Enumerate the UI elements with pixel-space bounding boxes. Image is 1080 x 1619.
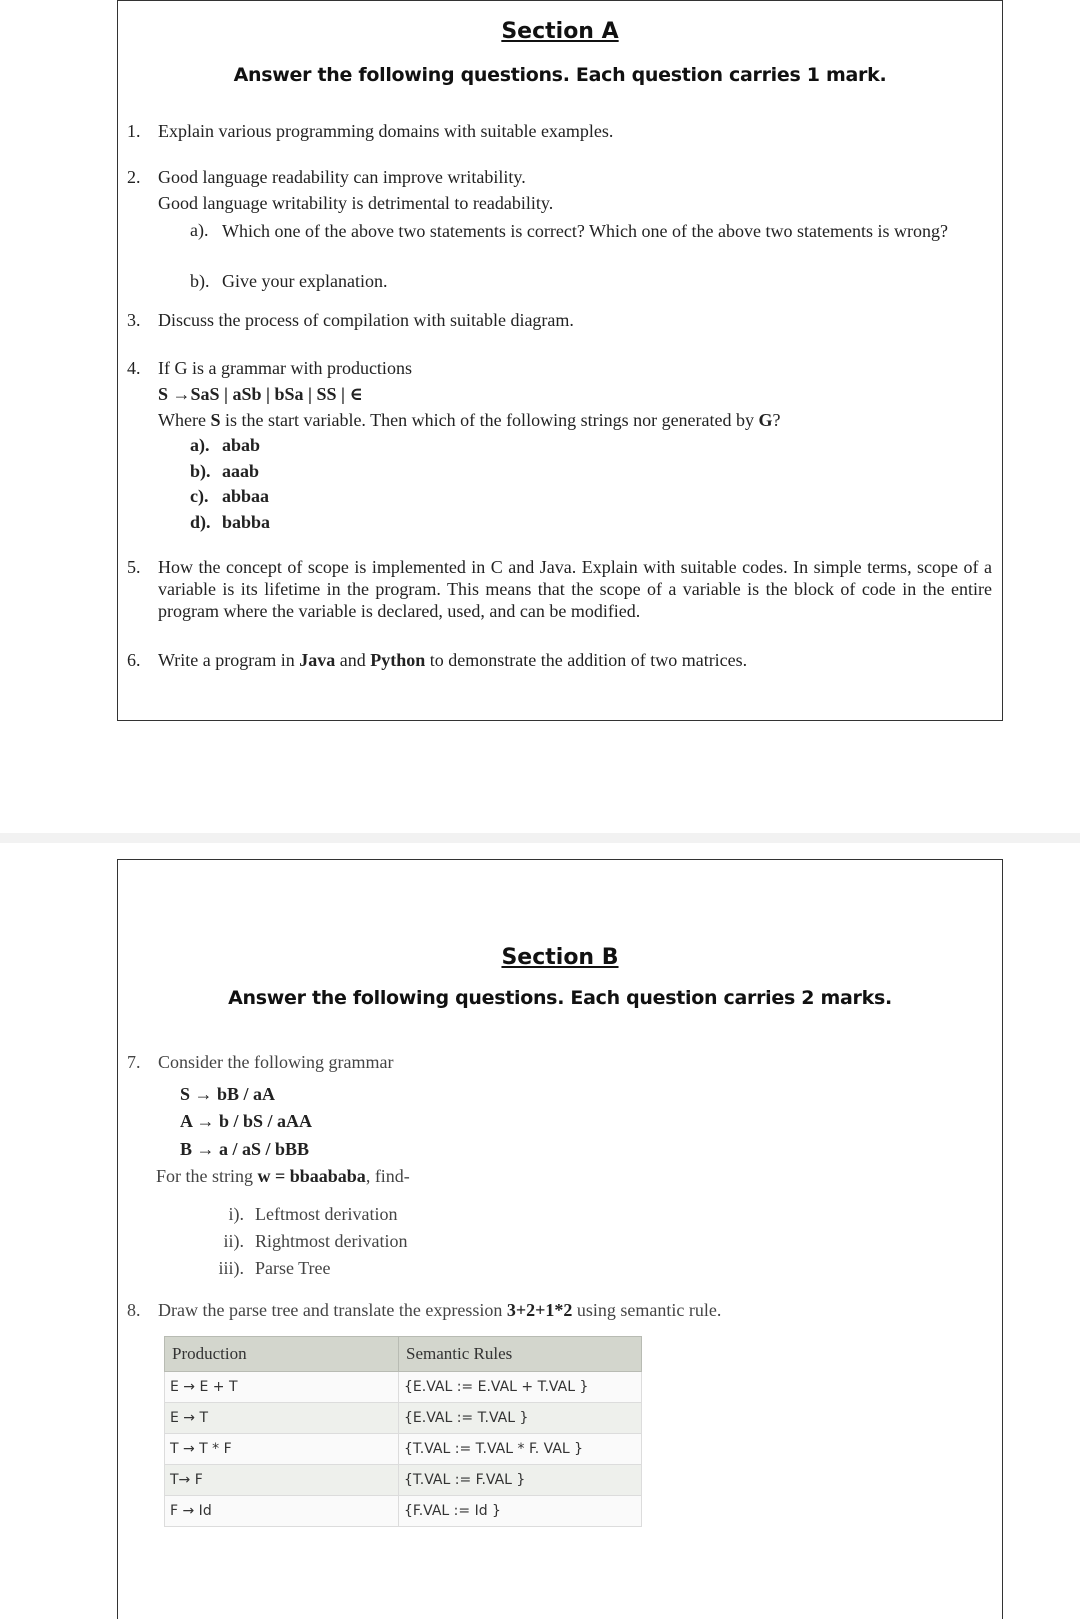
- q7-string-part2: , find-: [365, 1166, 410, 1186]
- q1-text: Explain various programming domains with suitable examples.: [158, 121, 614, 141]
- q4-grammar-name: G: [758, 410, 773, 430]
- section-b-title: Section B: [501, 945, 619, 970]
- q7-string-part1: For the string: [156, 1166, 258, 1186]
- table-row: [165, 1372, 642, 1403]
- q2-line1: Good language readability can improve writability.: [158, 167, 526, 187]
- q8-part1: Draw the parse tree and translate the expression: [158, 1300, 507, 1320]
- semantic-rules-table: [164, 1336, 642, 1527]
- production-cell: T→ F: [165, 1465, 399, 1496]
- q4-start-variable: S: [210, 410, 221, 430]
- table-row: [165, 1465, 642, 1496]
- q7-number: 7.: [127, 1052, 141, 1072]
- q7-rule: A → b / bS / aAA: [180, 1111, 313, 1131]
- q4-where-line: [158, 409, 781, 431]
- q2b-label: b).: [190, 271, 210, 291]
- q8-expression: 3+2+1*2: [506, 1300, 573, 1320]
- q8-part2: using semantic rule.: [572, 1300, 722, 1320]
- q4-where-part3: ?: [772, 410, 781, 430]
- q4-where-part2: is the start variable. Then which of the following strings nor generated by: [220, 410, 759, 430]
- table-row: [165, 1403, 642, 1434]
- production-cell: T → T * F: [165, 1434, 399, 1465]
- semantic-rule-cell: {E.VAL := T.VAL }: [399, 1403, 642, 1434]
- semantic-rule-cell: {F.VAL := Id }: [399, 1496, 642, 1527]
- production-cell: E → E + T: [165, 1372, 399, 1403]
- table-row: [165, 1496, 642, 1527]
- q1-number: 1.: [127, 121, 141, 141]
- section-a-instructions: Answer the following questions. Each question carries 1 mark.: [233, 64, 887, 86]
- q6-python: Python: [370, 650, 426, 670]
- q7-part-text: Parse Tree: [255, 1258, 331, 1278]
- q4-option-text: abab: [222, 435, 261, 455]
- q7-intro: Consider the following grammar: [158, 1052, 394, 1072]
- q8-number: 8.: [127, 1300, 141, 1320]
- q4-number: 4.: [127, 358, 141, 378]
- q4-option-text: aaab: [222, 461, 260, 481]
- q4-intro: If G is a grammar with productions: [158, 358, 412, 378]
- q7-rule: S → bB / aA: [180, 1084, 276, 1104]
- q4-option-text: babba: [222, 512, 271, 532]
- column-header-production: Production: [165, 1337, 399, 1372]
- q2a-text: Which one of the above two statements is correct? Which one of the above two statements is wrong?: [222, 221, 948, 241]
- exam-page-2: [117, 859, 1003, 1619]
- q5-number: 5.: [127, 557, 141, 577]
- q2-number: 2.: [127, 167, 141, 187]
- q7-rule: B → a / aS / bBB: [180, 1139, 310, 1159]
- q4-where-part1: Where: [158, 410, 211, 430]
- q6-part1: Write a program in: [158, 650, 300, 670]
- q6-java: Java: [299, 650, 336, 670]
- production-cell: E → T: [165, 1403, 399, 1434]
- q6-part2: and: [335, 650, 371, 670]
- section-b-instructions: Answer the following questions. Each question carries 2 marks.: [228, 987, 892, 1009]
- q3-number: 3.: [127, 310, 141, 330]
- section-a-title: Section A: [501, 19, 619, 44]
- table-row: [165, 1434, 642, 1465]
- q7-part-label: iii).: [218, 1258, 244, 1278]
- q2a-label: a).: [190, 220, 209, 240]
- page-gap: [0, 833, 1080, 843]
- q7-string-w: w = bbaababa: [257, 1166, 366, 1186]
- q7-part-label: i).: [228, 1204, 244, 1224]
- column-header-semantic-rules: Semantic Rules: [399, 1337, 642, 1372]
- q2b-text: Give your explanation.: [222, 271, 388, 291]
- table-header-row: [165, 1337, 642, 1372]
- q7-part-label: ii).: [223, 1231, 244, 1251]
- q4-option-label: d).: [190, 512, 211, 532]
- q6-text: [158, 649, 747, 671]
- q4-production: S →SaS | aSb | bSa | SS | ∈: [158, 384, 363, 404]
- exam-page-1: [117, 0, 1003, 721]
- semantic-rule-cell: {T.VAL := F.VAL }: [399, 1465, 642, 1496]
- q2-line2: Good language writability is detrimental to readability.: [158, 193, 554, 213]
- q4-option-label: c).: [190, 486, 209, 506]
- production-cell: F → Id: [165, 1496, 399, 1527]
- semantic-rule-cell: {T.VAL := T.VAL * F. VAL }: [399, 1434, 642, 1465]
- q7-part-text: Leftmost derivation: [255, 1204, 398, 1224]
- q4-option-text: abbaa: [222, 486, 270, 506]
- q5-text: How the concept of scope is implemented in C and Java. Explain with suitable codes. In simple terms, scope of a variable is its lifetime in the program. This means that the scope of a variable is the block of code in the entire program where the variable is declared, used, and can be modified.: [158, 557, 992, 621]
- q4-option-label: b).: [190, 461, 211, 481]
- q7-string-line: [156, 1165, 410, 1187]
- q4-option-label: a).: [190, 435, 210, 455]
- q6-number: 6.: [127, 650, 141, 670]
- q6-part3: to demonstrate the addition of two matrices.: [425, 650, 748, 670]
- q7-part-text: Rightmost derivation: [255, 1231, 408, 1251]
- semantic-rule-cell: {E.VAL := E.VAL + T.VAL }: [399, 1372, 642, 1403]
- q3-text: Discuss the process of compilation with suitable diagram.: [158, 310, 574, 330]
- q8-text: [158, 1299, 721, 1321]
